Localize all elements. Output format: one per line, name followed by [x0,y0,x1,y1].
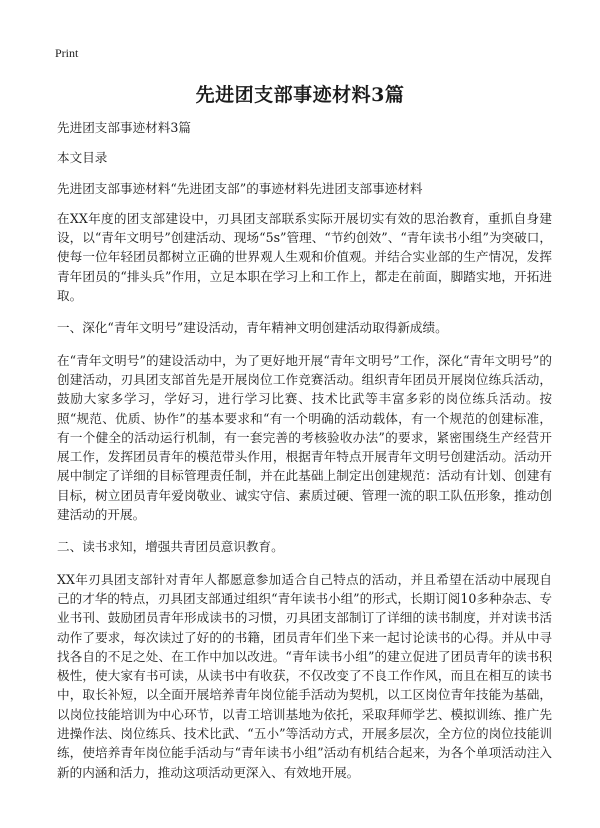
section-body-1: 在“青年文明号”的建设活动中，为了更好地开展“青年文明号”工作，深化“青年文明号”的创建活动，刃具团支部首先是开展岗位工作竞赛活动。组织青年团员开展岗位练兵活动，鼓励大家多学习，学好习，进行学习比赛、技术比武等丰富多彩的岗位练兵活动。按照“规范、优质、协作”的基本要求和“有一个明确的活动载体，有一个规范的创建标准，有一个健全的活动运行机制，有一套完善的考核验收办法”的要求，紧密围绕生产经营开展工作，发挥团员青年的模范带头作用，根据青年特点开展青年文明号创建活动。活动开展中制定了详细的目标管理责任制，并在此基础上制定出创建规范：活动有计划、创建有目标，树立团员青年爱岗敬业、诚实守信、素质过硬、管理一流的职工队伍形象，推动创建活动的开展。 [57,352,552,523]
toc-entry: 先进团支部事迹材料“先进团支部”的事迹材料先进团支部事迹材料 [57,180,423,196]
intro-paragraph: 在XX年度的团支部建设中，刃具团支部联系实际开展切实有效的思治教育，重抓自身建设，以“青年文明号”创建活动、现场“5s”管理、“节约创效”、“青年读书小组”为突破口，使每一位年轻团员都树立正确的世界观人生观和价值观。并结合实业部的生产情况，发挥青年团员的“排头兵”作用，立足本职在学习上和工作上，都走在前面，脚踏实地，开拓进取。 [57,210,552,304]
section-heading-1: 一、深化“青年文明号”建设活动，青年精神文明创建活动取得新成绩。 [57,320,448,336]
toc-heading: 本文目录 [57,150,108,166]
document-body [57,118,552,782]
print-link[interactable]: Print [55,46,79,60]
document-subtitle: 先进团支部事迹材料3篇 [57,120,191,135]
section-heading-2: 二、读书求知，增强共青团员意识教育。 [57,539,284,555]
document-title: 先进团支部事迹材料3篇 [195,84,405,106]
section-body-2: XX年刃具团支部针对青年人都愿意参加适合自己特点的活动，并且希望在活动中展现自己的才华的特点，刃具团支部通过组织“青年读书小组”的形式，长期订阅10多种杂志、专业书刊、鼓励团员青年形成读书的习惯，刃具团支部制订了详细的读书制度，并对读书活动作了要求，每次读过了好的的书籍，团员青年们坐下来一起讨论读书的心得。并从中寻找各自的不足之处、在工作中加以改进。“青年读书小组”的建立促进了团员青年的读书积极性，使大家有书可读，从读书中有收获，不仅改变了不良工作作风，而且在相互的读书中，取长补短，以全面开展培养青年岗位能手活动为契机，以工区岗位青年技能为基础，以岗位技能培训为中心环节，以青工培训基地为依托，采取拜师学艺、模拟训练、推广先进操作法、岗位练兵、技术比武、“五小”等活动方式，开展多层次，全方位的岗位技能训练，使培养青年岗位能手活动与“青年读书小组”活动有机结合起来，为各个单项活动注入新的内涵和活力，推动这项活动更深入、有效地开展。 [57,571,552,780]
